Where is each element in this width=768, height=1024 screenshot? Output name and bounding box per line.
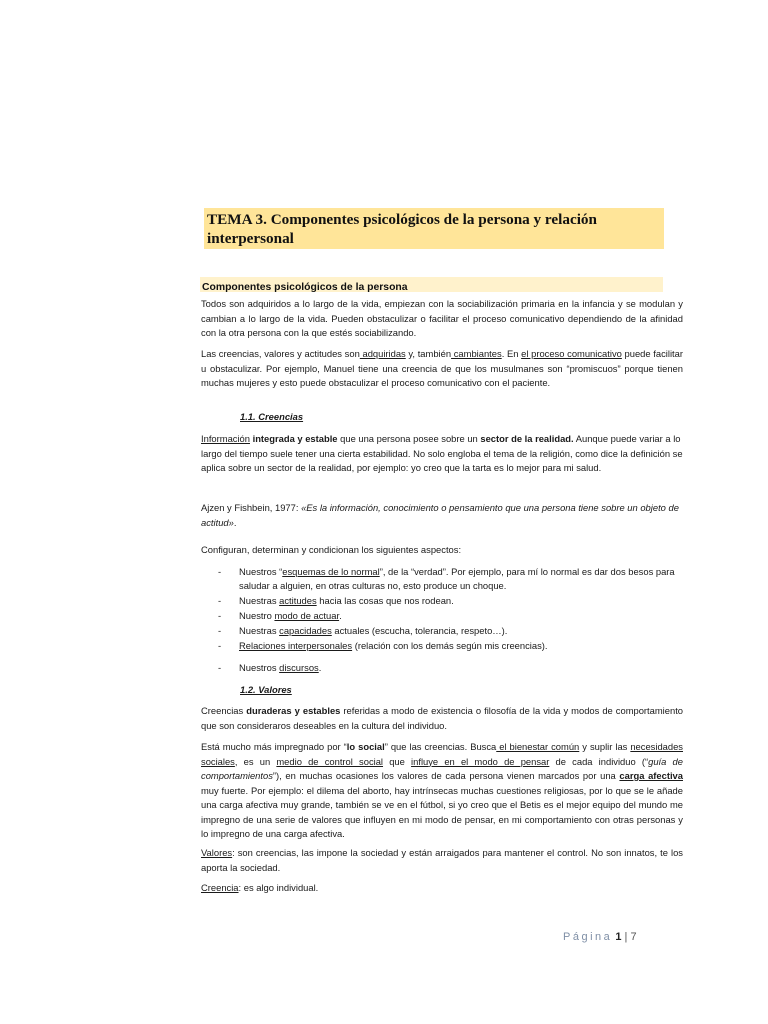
document-title: TEMA 3. Componentes psicológicos de la persona y relación interpersonal [207, 211, 597, 247]
title-box [204, 208, 664, 249]
page-label: Página [563, 931, 613, 943]
paragraph-valores-social: Está mucho más impregnado por “lo social” que las creencias. Busca el bienestar común y suplir las necesidades sociales, es un medio de control social que influye en el modo de pensar de cada individuo (“guía de comportamientos”), en muchas ocasiones los valores de cada persona vienen marcados por una carga afectiva muy fuerte. Por ejemplo: el dilema del aborto, hay intrínsecas muchas cuestiones religiosas, por lo que se le añade una carga afectiva muy grande, también se ve en el fútbol, si yo creo que el Betis es el mejor equipo del mundo me impregno de una serie de valores que influyen en mi modo de pensar, en mi comportamiento con otras personas y lo impregno de una carga afectiva. [201, 741, 683, 839]
paragraph-valores-definition: Valores: son creencias, las impone la sociedad y están arraigados para mantener el control. No son innatos, te los aporta la sociedad. [201, 847, 683, 873]
subheading-creencias: 1.1. Creencias [240, 411, 304, 422]
page-separator: | [621, 931, 631, 943]
page-number: 1 [615, 931, 622, 943]
quote-ajzen-fishbein: Ajzen y Fishbein, 1977: «Es la información, conocimiento o pensamiento que una persona tiene sobre un objeto de actitud». [201, 502, 679, 528]
paragraph-valores: Creencias duraderas y estables referidas a modo de existencia o filosofía de la vida y modos de comportamiento que son consideraros deseables en la cultura del individuo. [201, 705, 684, 731]
list-item: - Nuestros “esquemas de lo normal”, de la “verdad”. Por ejemplo, para mí lo normal es dar dos besos para saludar a alguien, en otras culturas no, esto produce un choque. [218, 566, 675, 592]
list-item: - Nuestras capacidades actuales (escucha, tolerancia, respeto…). [218, 625, 508, 636]
paragraph-creencias: Información integrada y estable que una persona posee sobre un sector de la realidad. Aunque puede variar a lo largo del tiempo suele tener una cierta estabilidad. No solo engloba el tema de la religión, como dice la definición se aplica sobre un sector de la realidad, por ejemplo: yo creo que la tarta es lo mejor para mi salud. [201, 433, 683, 473]
list-item: - Nuestro modo de actuar. [218, 610, 342, 621]
page-total: 7 [630, 931, 637, 943]
paragraph-intro: Todos son adquiridos a lo largo de la vida, empiezan con la sociabilización primaria en la infancia y se modulan y cambian a lo largo de la vida. Pueden obstaculizar o facilitar el proceso comunicativo dependiendo de la afinidad con la otra persona con la que estés sociabilizando. [201, 298, 683, 338]
subheading-valores: 1.2. Valores [240, 684, 292, 695]
list-item: - Nuestros discursos. [218, 662, 322, 673]
section-heading: Componentes psicológicos de la persona [202, 282, 408, 293]
list-intro: Configuran, determinan y condicionan los siguientes aspectos: [201, 544, 462, 555]
section-heading-box [200, 277, 663, 292]
paragraph-creencia-definition: Creencia: es algo individual. [201, 882, 319, 893]
paragraph-beliefs-values: Las creencias, valores y actitudes son adquiridas y, también cambiantes. En el proceso comunicativo puede facilitar u obstaculizar. Por ejemplo, Manuel tiene una creencia de que los musulmanes son “promiscuos” porque tienen muchas mujeres y esto puede obstaculizar el proceso comunicativo con el paciente. [201, 348, 683, 388]
list-item: - Relaciones interpersonales (relación con los demás según mis creencias). [218, 640, 548, 651]
page-footer [563, 930, 637, 944]
list-item: - Nuestras actitudes hacia las cosas que nos rodean. [218, 595, 454, 606]
